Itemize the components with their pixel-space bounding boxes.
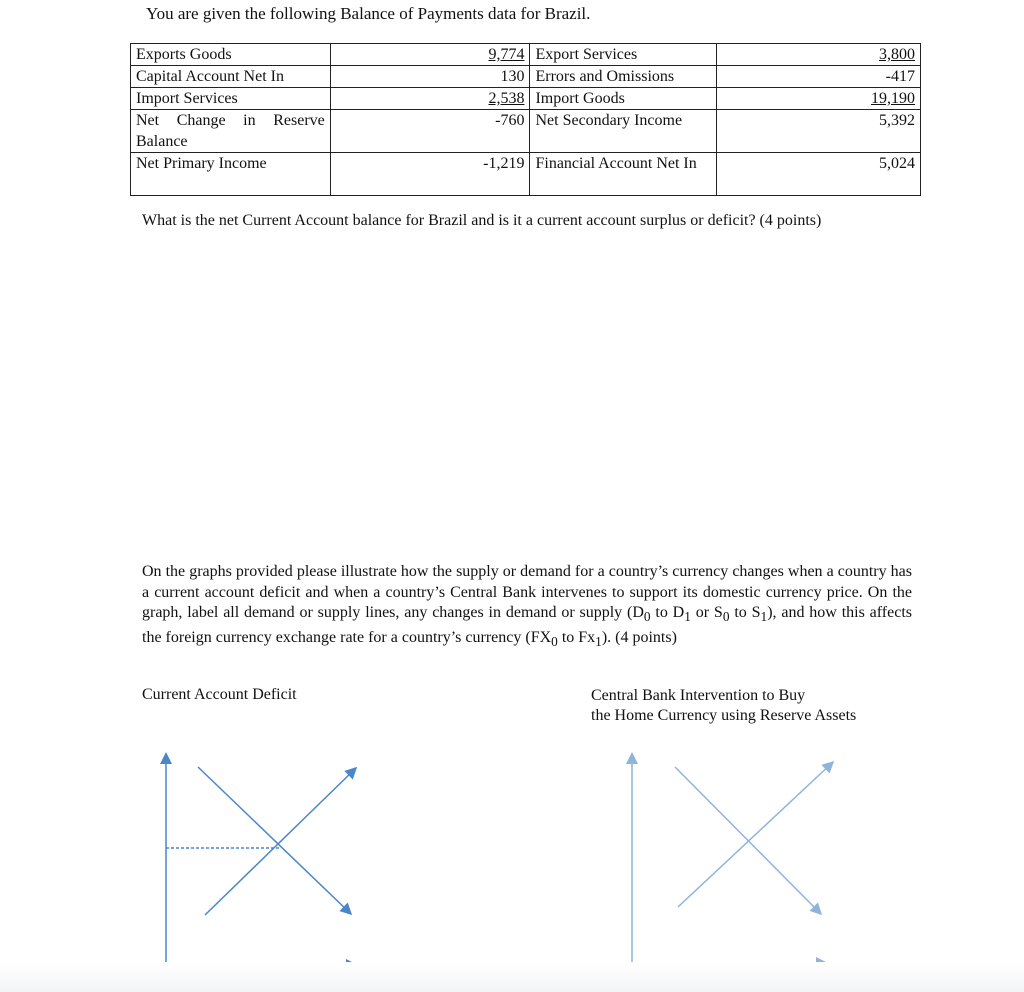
demand-line — [198, 767, 350, 913]
q2-sub: 1 — [595, 633, 602, 649]
question-2 — [142, 562, 912, 652]
q2-text: ). (4 points) — [601, 628, 677, 646]
left-graph-caption: Current Account Deficit — [142, 686, 297, 703]
balance-of-payments-table — [130, 43, 921, 196]
left-supply-demand-graph — [150, 745, 370, 975]
q2-sub: 0 — [643, 609, 651, 625]
row-value: -1,219 — [330, 153, 530, 196]
row-label: Export Services — [530, 44, 717, 66]
q2-sub: 0 — [551, 633, 558, 649]
supply-line — [205, 769, 355, 915]
row-label: Financial Account Net In — [530, 153, 717, 196]
row-label: Import Services — [131, 88, 331, 110]
row-value: 5,392 — [717, 110, 921, 153]
row-value: 130 — [330, 66, 530, 88]
right-graph-caption — [591, 686, 911, 726]
q2-text: to D — [650, 604, 685, 621]
q2-sub: 1 — [760, 609, 768, 625]
row-label: Errors and Omissions — [530, 66, 717, 88]
row-value: 5,024 — [717, 153, 921, 196]
row-label: Net Primary Income — [131, 153, 331, 196]
q2-text: to S — [729, 604, 761, 621]
row-label: Net Change in Reserve Balance — [131, 110, 331, 153]
row-label: Import Goods — [530, 88, 717, 110]
right-caption-line: the Home Currency using Reserve Assets — [591, 707, 857, 724]
row-value: -760 — [330, 110, 530, 153]
right-caption-line: Central Bank Intervention to Buy — [591, 687, 806, 704]
q2-text: On the graphs provided please illustrate how the supply or demand for a country’s currency changes when a country has a current account deficit and when a country’s Central Bank intervenes to support its domestic currency price. On the graph, label all demand or supply lines, any changes in demand or supply (D — [142, 563, 912, 621]
q2-text: ), and how this affects the foreign currency exchange rate for a country’s currency (FX — [142, 604, 913, 646]
row-value: 9,774 — [330, 44, 530, 66]
question-1: What is the net Current Account balance for Brazil and is it a current account surplus or deficit? (4 points) — [142, 212, 822, 229]
row-label: Capital Account Net In — [131, 66, 331, 88]
row-value: 2,538 — [330, 88, 530, 110]
table-row — [131, 88, 921, 110]
q2-text: to Fx — [557, 628, 596, 646]
row-value: -417 — [717, 66, 921, 88]
table-row — [131, 110, 921, 153]
q2-sub: 1 — [684, 609, 691, 625]
intro-text: You are given the following Balance of Payments data for Brazil. — [146, 4, 591, 23]
row-value: 3,800 — [717, 44, 921, 66]
q2-sub: 0 — [722, 609, 730, 625]
right-supply-demand-graph — [620, 745, 840, 975]
table-row — [131, 66, 921, 88]
bottom-shade — [0, 962, 1024, 992]
row-label: Exports Goods — [131, 44, 331, 66]
q2-text: or S — [690, 604, 723, 621]
table-row — [131, 44, 921, 66]
row-value: 19,190 — [717, 88, 921, 110]
table-row — [131, 153, 921, 196]
row-label: Net Secondary Income — [530, 110, 717, 153]
supply-line — [678, 763, 832, 907]
demand-line — [675, 767, 820, 913]
